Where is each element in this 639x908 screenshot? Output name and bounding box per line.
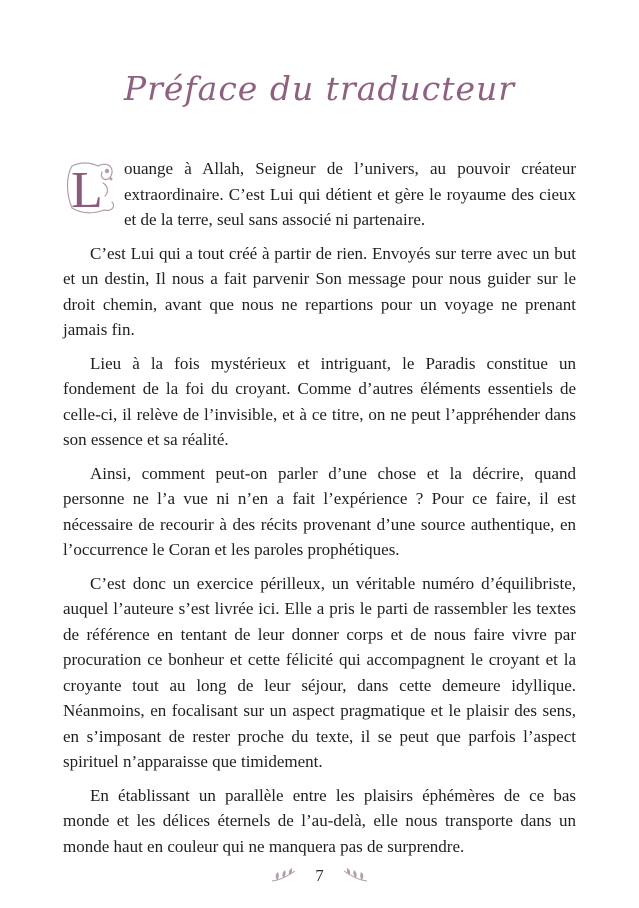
paragraph: C’est donc un exercice périlleux, un véritable numéro d’équilibriste, auquel l’auteure s’est livrée ici. Elle a pris le parti de rassembler les textes de référence en tentant de leur donner corps et de nous faire vivre par procuration ce bonheur et cette félicité qui accompagnent le croyant et la croyante tout au long de leur séjour, dans cette demeure idyllique. Néanmoins, en focalisant sur un aspect pragmatique et le plaisir des sens, en s’imposant de rester proche du texte, il se peut que parfois l’aspect spirituel n’apparaisse que timidement. [63, 573, 576, 771]
dropcap-letter: L [71, 162, 103, 219]
paragraph: Ainsi, comment peut-on parler d’une chose et la décrire, quand personne ne l’a vue ni n’en a fait l’expérience ? Pour ce faire, il est nécessaire de recourir à des récits provenant d’une source authentique, en l’occurrence le Coran et les paroles prophétiques. [63, 463, 576, 559]
laurel-sprig-left-icon [271, 868, 297, 884]
paragraph [63, 156, 576, 233]
floral-initial-ornament [63, 159, 117, 219]
preface-text [63, 156, 576, 859]
paragraph-text: ouange à Allah, Seigneur de l’univers, au pouvoir créateur extraordinaire. C’est Lui qui détient et gère le royaume des cieux et de la terre, seul sans associé ni partenaire. [124, 159, 576, 229]
paragraph: C’est Lui qui a tout créé à partir de rien. Envoyés sur terre avec un but et un destin, Il nous a fait parvenir Son message pour nous guider sur le droit chemin, avant que nous ne repartions pour un voyage ne prenant jamais fin. [63, 243, 576, 339]
page-number: 7 [315, 865, 324, 885]
paragraph: En établissant un parallèle entre les plaisirs éphémères de ce bas monde et les délices éternels de l’au-delà, elle nous transporte dans un monde haut en couleur qui ne manquera pas de surprendre. [63, 785, 576, 856]
page-footer [0, 865, 639, 885]
page-title: Préface du traducteur [123, 69, 516, 108]
laurel-sprig-right-icon [342, 868, 368, 884]
paragraph: Lieu à la fois mystérieux et intriguant, le Paradis constitue un fondement de la foi du croyant. Comme d’autres éléments essentiels de celle-ci, il relève de l’invisible, et à ce titre, on ne peut l’appréhender dans son essence et sa réalité. [63, 353, 576, 449]
